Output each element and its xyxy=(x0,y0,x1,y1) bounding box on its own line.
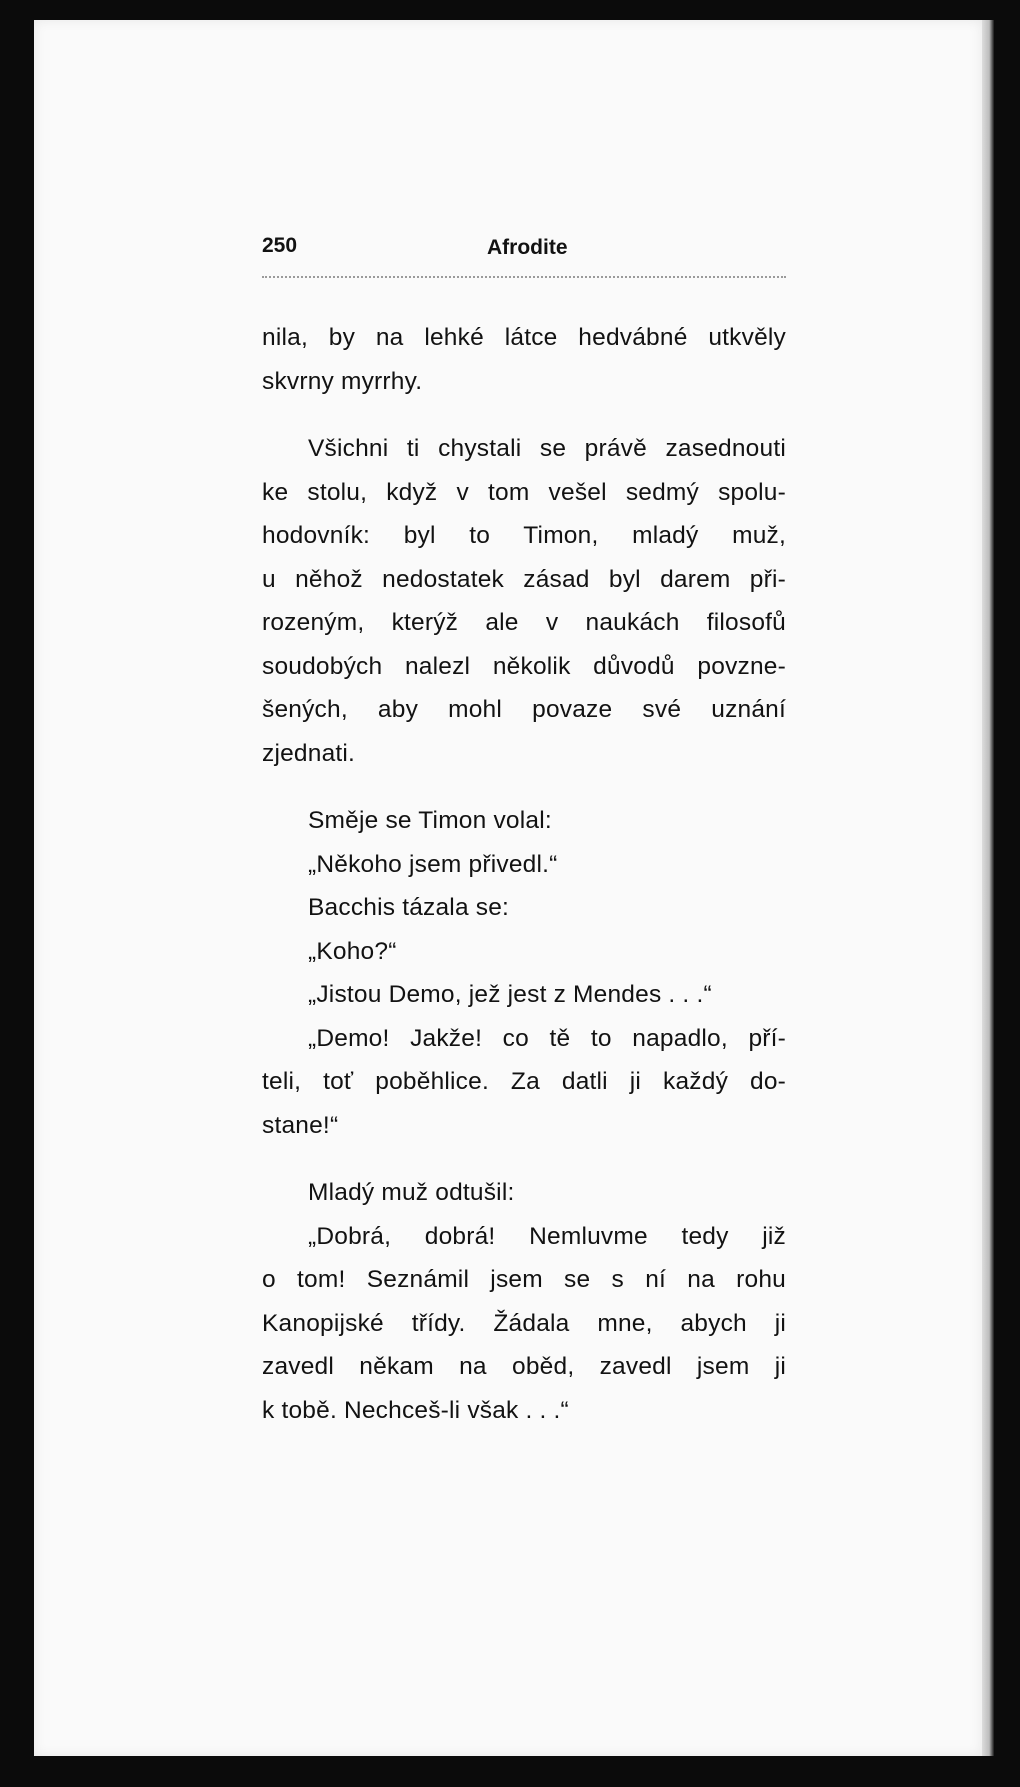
text-line: „Dobrá, dobrá! Nemluvme tedy již xyxy=(308,1222,786,1250)
running-head xyxy=(262,230,786,266)
text-line: zavedl někam na oběd, zavedl jsem ji xyxy=(262,1353,786,1380)
text-line: „Koho?“ xyxy=(308,937,397,965)
book-spine-shadow xyxy=(994,20,1020,1756)
text-line: teli, toť poběhlice. Za datli ji každý do- xyxy=(262,1068,786,1095)
text-line: u něhož nedostatek zásad byl darem při- xyxy=(262,565,786,593)
paragraph-gap xyxy=(262,775,786,799)
paragraph-gap xyxy=(262,403,786,427)
page-edge xyxy=(982,20,994,1756)
running-title: Afrodite xyxy=(487,236,568,259)
page-number: 250 xyxy=(262,234,298,257)
bottom-shadow xyxy=(34,1756,1020,1787)
paragraph-gap xyxy=(262,1147,786,1171)
body-text xyxy=(262,316,786,1432)
text-line: stane!“ xyxy=(262,1111,339,1139)
text-line: Kanopijské třídy. Žádala mne, abych ji xyxy=(262,1309,786,1337)
text-line: šených, aby mohl povaze své uznání xyxy=(262,696,786,723)
text-line: nila, by na lehké látce hedvábné utkvěly xyxy=(262,324,786,351)
text-line: k tobě. Nechceš-li však . . .“ xyxy=(262,1396,569,1424)
text-line: „Demo! Jakže! co tě to napadlo, pří- xyxy=(308,1024,786,1052)
text-line: Všichni ti chystali se právě zasednouti xyxy=(308,435,786,462)
page-text-block xyxy=(262,230,786,1432)
text-line: hodovník: byl to Timon, mladý muž, xyxy=(262,522,786,549)
header-rule xyxy=(262,276,786,278)
text-line: soudobých nalezl několik důvodů povzne- xyxy=(262,652,786,680)
text-line: ke stolu, když v tom vešel sedmý spolu- xyxy=(262,478,786,506)
text-line: o tom! Seznámil jsem se s ní na rohu xyxy=(262,1266,786,1293)
text-line: „Jistou Demo, jež jest z Mendes . . .“ xyxy=(308,981,712,1008)
text-line: Směje se Timon volal: xyxy=(308,807,552,834)
text-line: rozeným, kterýž ale v naukách filosofů xyxy=(262,609,786,636)
text-line: zjednati. xyxy=(262,739,356,767)
text-line: Mladý muž odtušil: xyxy=(308,1179,515,1206)
text-line: Bacchis tázala se: xyxy=(308,894,510,921)
text-line: „Někoho jsem přivedl.“ xyxy=(308,850,558,878)
text-line: skvrny myrrhy. xyxy=(262,367,423,395)
